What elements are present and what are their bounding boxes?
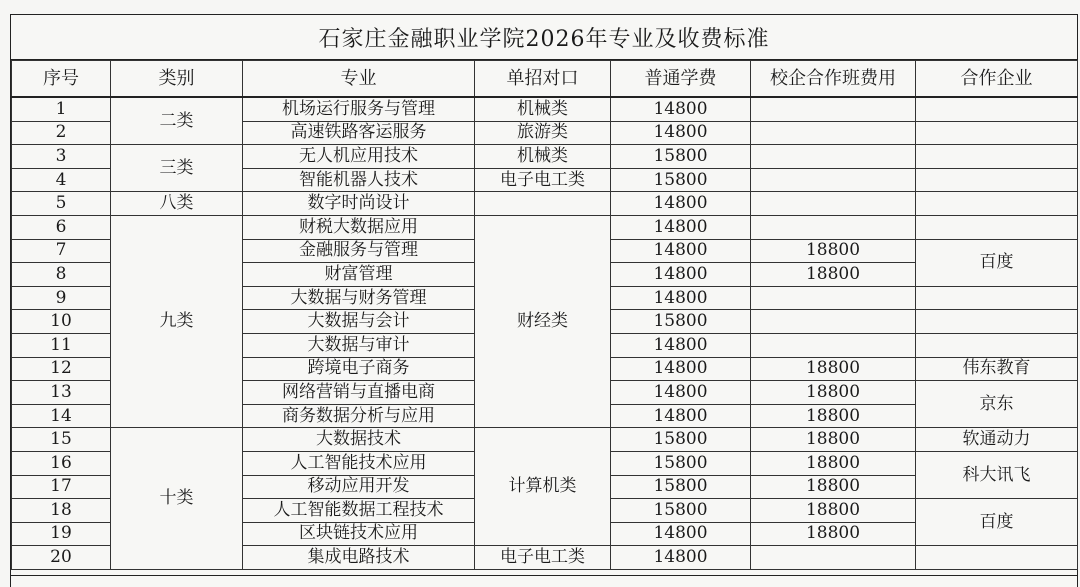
- row-number: 4: [12, 168, 111, 192]
- partner-cell: 百度: [916, 239, 1078, 286]
- major-cell: 数字时尚设计: [243, 192, 475, 216]
- fee-cell: 15800: [611, 145, 751, 169]
- coop-fee-cell: [751, 145, 916, 169]
- coop-fee-cell: [751, 333, 916, 357]
- coop-fee-cell: 18800: [751, 404, 916, 428]
- fee-cell: 14800: [611, 381, 751, 405]
- coop-fee-cell: [751, 192, 916, 216]
- fee-cell: 15800: [611, 451, 751, 475]
- major-cell: 大数据技术: [243, 428, 475, 452]
- partner-cell: [916, 310, 1078, 334]
- fee-cell: 14800: [611, 215, 751, 239]
- exam-group-cell: 机械类: [475, 97, 611, 121]
- row-number: 5: [12, 192, 111, 216]
- major-cell: 财富管理: [243, 263, 475, 287]
- row-number: 11: [12, 333, 111, 357]
- fee-cell: 14800: [611, 333, 751, 357]
- fee-cell: 14800: [611, 192, 751, 216]
- coop-fee-cell: 18800: [751, 357, 916, 381]
- category-cell: 十类: [111, 428, 243, 570]
- exam-group-cell: 财经类: [475, 215, 611, 427]
- fee-cell: 14800: [611, 121, 751, 145]
- major-cell: 大数据与审计: [243, 333, 475, 357]
- row-number: 1: [12, 97, 111, 121]
- exam-group-cell: 电子电工类: [475, 546, 611, 570]
- header-major: 专业: [243, 61, 475, 98]
- partner-cell: [916, 97, 1078, 121]
- coop-fee-cell: [751, 168, 916, 192]
- coop-fee-cell: [751, 286, 916, 310]
- row-number: 18: [12, 499, 111, 523]
- row-number: 19: [12, 522, 111, 546]
- table-row: [12, 192, 1078, 216]
- coop-fee-cell: 18800: [751, 381, 916, 405]
- partner-cell: [916, 333, 1078, 357]
- fee-cell: 14800: [611, 97, 751, 121]
- coop-fee-cell: 18800: [751, 522, 916, 546]
- header-row: [12, 61, 1078, 98]
- row-number: 7: [12, 239, 111, 263]
- fee-cell: 14800: [611, 404, 751, 428]
- major-cell: 财税大数据应用: [243, 215, 475, 239]
- row-number: 6: [12, 215, 111, 239]
- major-cell: 大数据与财务管理: [243, 286, 475, 310]
- major-cell: 商务数据分析与应用: [243, 404, 475, 428]
- coop-fee-cell: [751, 97, 916, 121]
- partner-cell: 软通动力: [916, 428, 1078, 452]
- fee-cell: 14800: [611, 357, 751, 381]
- major-cell: 人工智能技术应用: [243, 451, 475, 475]
- fee-table: [11, 60, 1078, 570]
- row-number: 10: [12, 310, 111, 334]
- header-no: 序号: [12, 61, 111, 98]
- partner-cell: [916, 168, 1078, 192]
- fee-cell: 15800: [611, 168, 751, 192]
- table-row: [12, 215, 1078, 239]
- row-number: 16: [12, 451, 111, 475]
- partner-cell: [916, 121, 1078, 145]
- header-category: 类别: [111, 61, 243, 98]
- exam-group-cell: 旅游类: [475, 121, 611, 145]
- exam-group-cell: 计算机类: [475, 428, 611, 546]
- major-cell: 无人机应用技术: [243, 145, 475, 169]
- row-number: 12: [12, 357, 111, 381]
- major-cell: 区块链技术应用: [243, 522, 475, 546]
- row-number: 17: [12, 475, 111, 499]
- partner-cell: 科大讯飞: [916, 451, 1078, 498]
- major-cell: 大数据与会计: [243, 310, 475, 334]
- partner-cell: [916, 286, 1078, 310]
- fee-table-sheet: [10, 14, 1078, 587]
- coop-fee-cell: [751, 121, 916, 145]
- partner-cell: [916, 192, 1078, 216]
- fee-cell: 14800: [611, 286, 751, 310]
- row-number: 15: [12, 428, 111, 452]
- coop-fee-cell: [751, 215, 916, 239]
- coop-fee-cell: 18800: [751, 428, 916, 452]
- category-cell: 八类: [111, 192, 243, 216]
- major-cell: 智能机器人技术: [243, 168, 475, 192]
- table-body: [12, 97, 1078, 569]
- row-number: 9: [12, 286, 111, 310]
- exam-group-cell: 机械类: [475, 145, 611, 169]
- header-exam-group: 单招对口: [475, 61, 611, 98]
- major-cell: 高速铁路客运服务: [243, 121, 475, 145]
- major-cell: 网络营销与直播电商: [243, 381, 475, 405]
- coop-fee-cell: [751, 546, 916, 570]
- partner-cell: [916, 145, 1078, 169]
- coop-fee-cell: 18800: [751, 475, 916, 499]
- fee-cell: 15800: [611, 310, 751, 334]
- coop-fee-cell: 18800: [751, 263, 916, 287]
- row-number: 2: [12, 121, 111, 145]
- fee-cell: 15800: [611, 475, 751, 499]
- table-row: [12, 97, 1078, 121]
- exam-group-cell: [475, 192, 611, 216]
- fee-cell: 14800: [611, 263, 751, 287]
- row-number: 14: [12, 404, 111, 428]
- partner-cell: 百度: [916, 499, 1078, 546]
- major-cell: 机场运行服务与管理: [243, 97, 475, 121]
- row-number: 13: [12, 381, 111, 405]
- row-number: 3: [12, 145, 111, 169]
- coop-fee-cell: [751, 310, 916, 334]
- partner-cell: 伟东教育: [916, 357, 1078, 381]
- coop-fee-cell: 18800: [751, 499, 916, 523]
- fee-cell: 14800: [611, 546, 751, 570]
- category-cell: 三类: [111, 145, 243, 192]
- footer-divider: [11, 575, 1077, 576]
- row-number: 8: [12, 263, 111, 287]
- category-cell: 二类: [111, 97, 243, 145]
- fee-cell: 15800: [611, 428, 751, 452]
- table-row: [12, 428, 1078, 452]
- exam-group-cell: 电子电工类: [475, 168, 611, 192]
- coop-fee-cell: 18800: [751, 239, 916, 263]
- major-cell: 跨境电子商务: [243, 357, 475, 381]
- fee-cell: 14800: [611, 239, 751, 263]
- major-cell: 金融服务与管理: [243, 239, 475, 263]
- partner-cell: 京东: [916, 381, 1078, 428]
- table-title: 石家庄金融职业学院2026年专业及收费标准: [11, 15, 1077, 60]
- fee-cell: 15800: [611, 499, 751, 523]
- major-cell: 移动应用开发: [243, 475, 475, 499]
- major-cell: 人工智能数据工程技术: [243, 499, 475, 523]
- header-partner: 合作企业: [916, 61, 1078, 98]
- header-coop-fee: 校企合作班费用: [751, 61, 916, 98]
- major-cell: 集成电路技术: [243, 546, 475, 570]
- row-number: 20: [12, 546, 111, 570]
- partner-cell: [916, 546, 1078, 570]
- partner-cell: [916, 215, 1078, 239]
- table-row: [12, 145, 1078, 169]
- fee-cell: 14800: [611, 522, 751, 546]
- header-fee: 普通学费: [611, 61, 751, 98]
- category-cell: 九类: [111, 215, 243, 427]
- coop-fee-cell: 18800: [751, 451, 916, 475]
